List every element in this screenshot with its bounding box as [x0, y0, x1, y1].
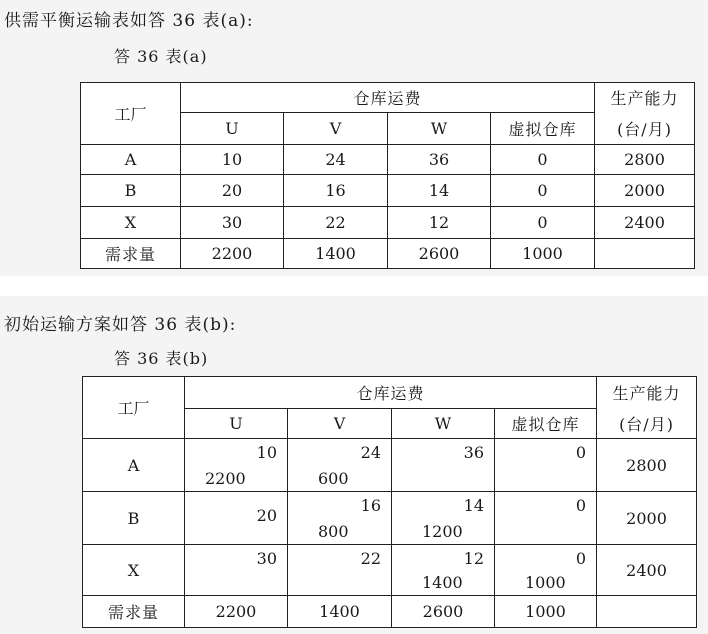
section-b-caption: 答 36 表(b) — [114, 349, 209, 368]
col-header-u: U — [185, 409, 288, 439]
allocation-value: 1200 — [422, 522, 463, 541]
cost-cell: 16 — [284, 175, 388, 207]
plan-cell — [495, 439, 597, 492]
allocation-value: 800 — [318, 522, 349, 541]
row-label: A — [83, 439, 185, 492]
plan-cell — [495, 545, 597, 596]
demand-cell: 1000 — [491, 239, 595, 269]
col-header-w: W — [392, 409, 495, 439]
cost-cell: 10 — [181, 145, 284, 175]
capacity-cell: 2000 — [597, 492, 697, 545]
empty-cell — [595, 239, 695, 269]
cost-cell: 12 — [388, 207, 491, 239]
header-factory: 工厂 — [83, 377, 185, 439]
header-capacity-line1: 生产能力 — [597, 377, 697, 409]
cost-cell: 0 — [491, 207, 595, 239]
cost-value: 20 — [256, 506, 277, 525]
plan-cell — [495, 492, 597, 545]
capacity-cell: 2800 — [595, 145, 695, 175]
capacity-cell: 2400 — [597, 545, 697, 596]
section-b-intro: 初始运输方案如答 36 表(b): — [4, 315, 237, 335]
table-row — [81, 145, 695, 175]
table-row — [81, 207, 695, 239]
allocation-value: 1000 — [525, 573, 566, 592]
capacity-cell: 2800 — [597, 439, 697, 492]
plan-cell — [392, 492, 495, 545]
demand-cell: 2200 — [181, 239, 284, 269]
header-factory: 工厂 — [81, 83, 181, 145]
plan-cell — [185, 545, 288, 596]
capacity-cell: 2400 — [595, 207, 695, 239]
header-warehouse-cost: 仓库运费 — [181, 83, 595, 113]
cost-cell: 30 — [181, 207, 284, 239]
header-warehouse-cost: 仓库运费 — [185, 377, 597, 409]
cost-cell: 20 — [181, 175, 284, 207]
demand-cell: 2600 — [392, 596, 495, 628]
plan-cell — [288, 545, 392, 596]
row-label: X — [83, 545, 185, 596]
header-capacity-line1: 生产能力 — [595, 83, 695, 113]
row-label: A — [81, 145, 181, 175]
cost-cell: 36 — [388, 145, 491, 175]
table-row — [83, 545, 697, 596]
plan-cell — [288, 492, 392, 545]
cost-value: 22 — [360, 549, 381, 568]
cost-value: 16 — [360, 496, 381, 515]
cost-cell: 24 — [284, 145, 388, 175]
cost-value: 12 — [463, 549, 484, 568]
cost-value: 0 — [575, 443, 587, 462]
plan-cell — [288, 439, 392, 492]
cost-value: 36 — [463, 443, 484, 462]
section-a-caption: 答 36 表(a) — [114, 47, 208, 66]
row-label: B — [81, 175, 181, 207]
cost-cell: 0 — [491, 145, 595, 175]
plan-cell — [392, 545, 495, 596]
cost-value: 10 — [256, 443, 277, 462]
empty-cell — [597, 596, 697, 628]
cost-value: 30 — [256, 549, 277, 568]
col-header-v: V — [288, 409, 392, 439]
demand-cell: 1400 — [288, 596, 392, 628]
col-header-v: V — [284, 113, 388, 145]
allocation-value: 1400 — [422, 573, 463, 592]
cost-cell: 0 — [491, 175, 595, 207]
cost-cell: 22 — [284, 207, 388, 239]
col-header-w: W — [388, 113, 491, 145]
section-a-intro: 供需平衡运输表如答 36 表(a): — [4, 11, 254, 31]
cost-value: 0 — [575, 496, 587, 515]
col-header-virtual-warehouse: 虚拟仓库 — [495, 409, 597, 439]
cost-cell: 14 — [388, 175, 491, 207]
allocation-value: 600 — [318, 469, 349, 488]
demand-cell: 2600 — [388, 239, 491, 269]
capacity-cell: 2000 — [595, 175, 695, 207]
initial-transport-plan-table-b — [82, 376, 697, 628]
plan-cell — [185, 439, 288, 492]
demand-cell: 2200 — [185, 596, 288, 628]
table-row — [83, 439, 697, 492]
demand-row — [83, 596, 697, 628]
row-label: X — [81, 207, 181, 239]
demand-label: 需求量 — [81, 239, 181, 269]
cost-value: 0 — [575, 549, 587, 568]
plan-cell — [185, 492, 288, 545]
demand-cell: 1400 — [284, 239, 388, 269]
cost-value: 24 — [360, 443, 381, 462]
row-label: B — [83, 492, 185, 545]
table-row — [83, 492, 697, 545]
demand-label: 需求量 — [83, 596, 185, 628]
header-capacity-line2: (台/月) — [597, 409, 697, 439]
demand-row — [81, 239, 695, 269]
table-row — [81, 175, 695, 207]
supply-demand-table-a — [80, 82, 695, 269]
plan-cell — [392, 439, 495, 492]
demand-cell: 1000 — [495, 596, 597, 628]
allocation-value: 2200 — [205, 469, 246, 488]
col-header-virtual-warehouse: 虚拟仓库 — [491, 113, 595, 145]
cost-value: 14 — [463, 496, 484, 515]
col-header-u: U — [181, 113, 284, 145]
header-capacity-line2: (台/月) — [595, 113, 695, 145]
